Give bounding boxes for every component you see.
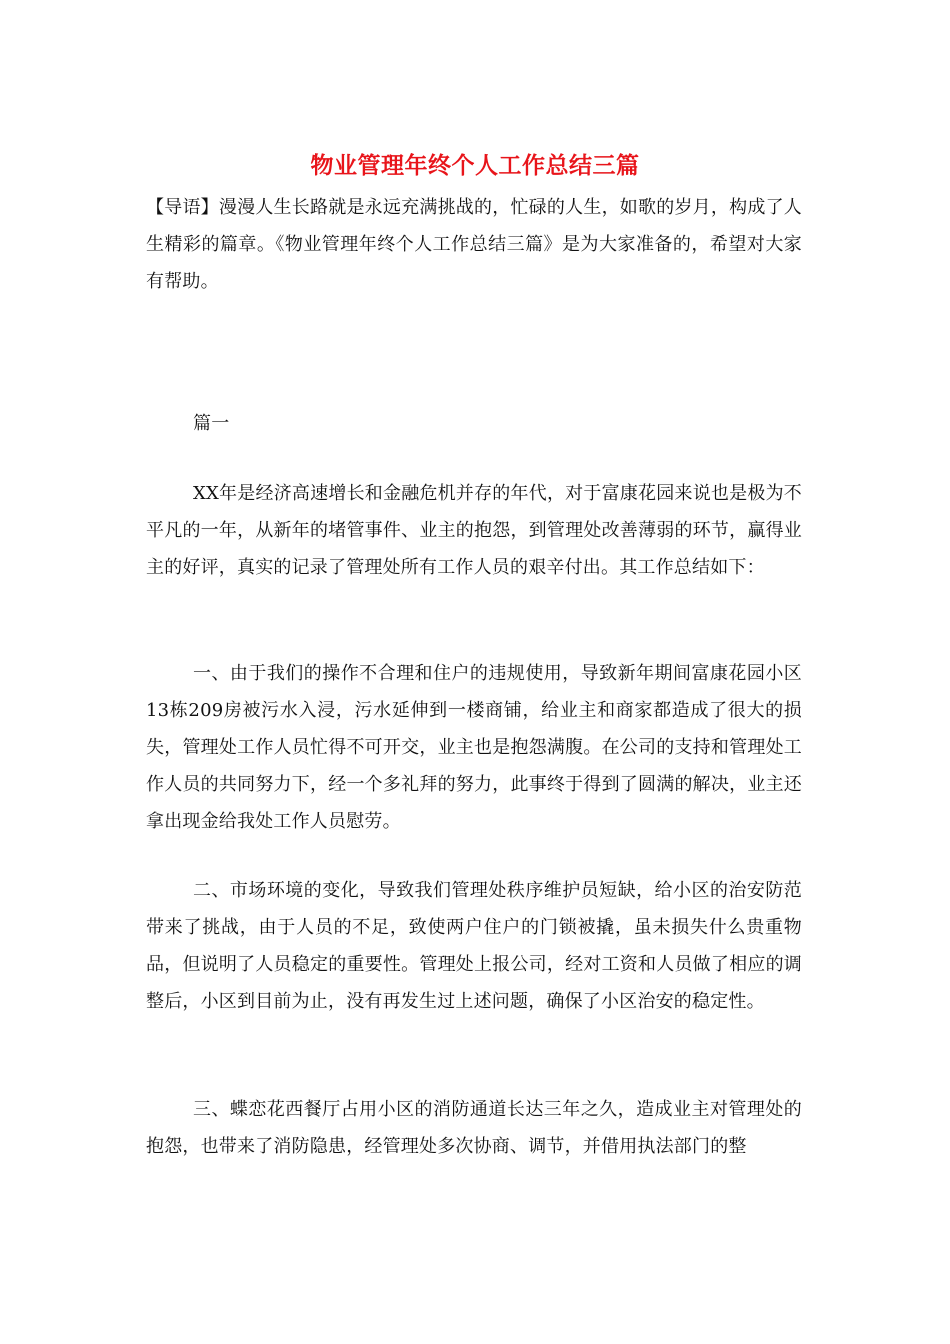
body-paragraph: 二、市场环境的变化，导致我们管理处秩序维护员短缺，给小区的治安防范带来了挑战，由于人员的不足，致使两户住户的门锁被撬，虽未损失什么贵重物品，但说明了人员稳定的重要性。管理处上报公司，经对工资和人员做了相应的调整后，小区到目前为止，没有再发生过上述问题，确保了小区治安的稳定性。: [146, 880, 802, 1012]
body-paragraph: 三、蝶恋花西餐厅占用小区的消防通道长达三年之久，造成业主对管理处的抱怨，也带来了消防隐患，经管理处多次协商、调节，并借用执法部门的整: [146, 1099, 802, 1157]
document-title: 物业管理年终个人工作总结三篇: [310, 152, 640, 179]
body-paragraph: XX年是经济高速增长和金融危机并存的年代，对于富康花园来说也是极为不平凡的一年，从新年的堵管事件、业主的抱怨，到管理处改善薄弱的环节，赢得业主的好评，真实的记录了管理处所有工作人员的艰辛付出。其工作总结如下：: [146, 483, 802, 578]
body-paragraph: 一、由于我们的操作不合理和住户的违规使用，导致新年期间富康花园小区13栋209房被污水入浸，污水延伸到一楼商铺，给业主和商家都造成了很大的损失，管理处工作人员忙得不可开交，业主也是抱怨满腹。在公司的支持和管理处工作人员的共同努力下，经一个多礼拜的努力，此事终于得到了圆满的解决，业主还拿出现金给我处工作人员慰劳。: [146, 663, 802, 832]
intro-paragraph: 【导语】漫漫人生长路就是永远充满挑战的，忙碌的人生，如歌的岁月，构成了人生精彩的篇章。《物业管理年终个人工作总结三篇》是为大家准备的，希望对大家有帮助。: [146, 197, 802, 292]
section-heading: 篇一: [193, 413, 230, 434]
